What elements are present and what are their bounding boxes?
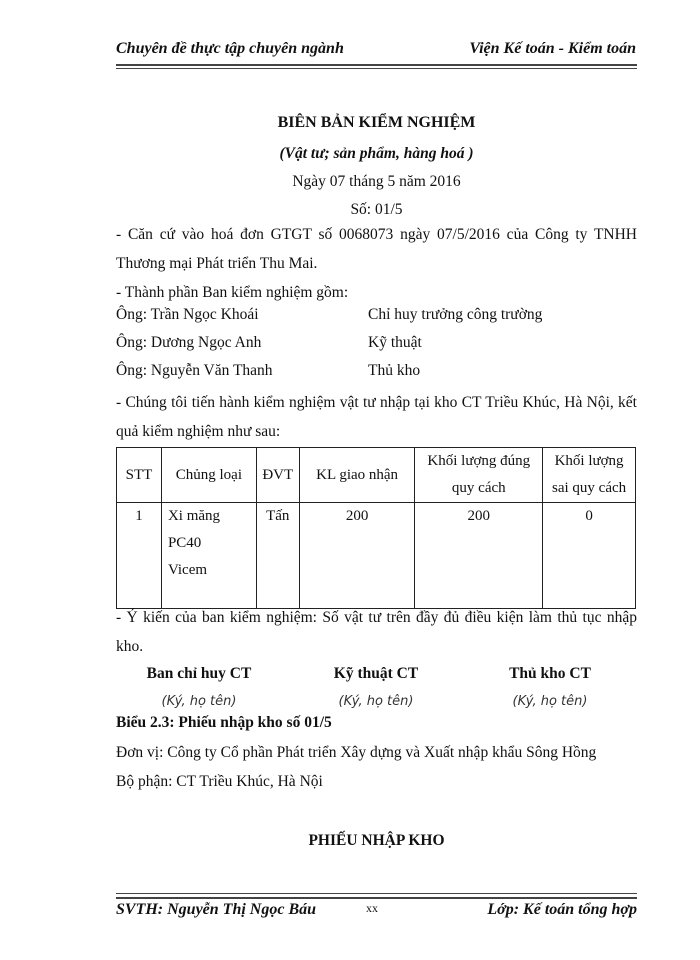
header-rule [116, 64, 637, 66]
header-right: Viện Kế toán - Kiểm toán [469, 40, 636, 57]
col-header-received: KL giao nhận [299, 448, 415, 503]
table-row [117, 503, 636, 609]
cell-received: 200 [299, 503, 415, 609]
header-left: Chuyên đề thực tập chuyên ngành [116, 40, 344, 57]
page-footer [116, 901, 637, 925]
signature-note: (Ký, họ tên) [161, 694, 237, 709]
member-row [116, 334, 637, 362]
footer-right: Lớp: Kế toán tổng hợp [487, 901, 637, 918]
col-header-stt: STT [117, 448, 162, 503]
signature-title: Thủ kho CT [509, 665, 591, 682]
basis-paragraph: - Căn cứ vào hoá đơn GTGT số 0068073 ngày 07/5/2016 của Công ty TNHH Thương mại Phát triển Thu Mai. [116, 226, 637, 272]
member-name: Ông: Nguyễn Văn Thanh [116, 362, 273, 379]
col-header-nonconforming: Khối lượng sai quy cách [543, 448, 636, 503]
cell-conforming: 200 [415, 503, 543, 609]
member-role: Chỉ huy trưởng công trường [368, 306, 543, 323]
col-header-unit: ĐVT [256, 448, 299, 503]
col-header-type: Chủng loại [161, 448, 256, 503]
form-caption: Biểu 2.3: Phiếu nhập kho số 01/5 [116, 714, 332, 731]
member-role: Kỹ thuật [368, 334, 422, 351]
footer-rule-thin [116, 893, 637, 894]
item-line: Vicem [167, 562, 208, 578]
member-role: Thủ kho [368, 362, 421, 379]
member-row [116, 306, 637, 334]
item-line: PC40 [167, 535, 202, 551]
header-rule-thin [116, 68, 637, 69]
signature-block [296, 662, 456, 714]
cell-unit: Tấn [256, 503, 299, 609]
cell-item [161, 503, 256, 609]
signature-title: Ban chỉ huy CT [146, 665, 252, 682]
col-header-conforming: Khối lượng đúng quy cách [415, 448, 543, 503]
department-line: Bộ phận: CT Triều Khúc, Hà Nội [116, 773, 323, 790]
committee-intro: - Thành phần Ban kiểm nghiệm gồm: [116, 284, 349, 301]
signature-block [119, 662, 279, 714]
page-number: xx [366, 901, 378, 915]
inspection-table [116, 447, 636, 609]
table-header-row [117, 448, 636, 503]
item-line: Xi măng [167, 508, 221, 524]
signature-block [470, 662, 630, 714]
member-row [116, 362, 637, 390]
member-name: Ông: Dương Ngọc Anh [116, 334, 262, 351]
doc-number: Số: 01/5 [350, 201, 403, 218]
doc-title: BIÊN BẢN KIỂM NGHIỆM [277, 114, 476, 131]
page-header [116, 40, 636, 64]
inspection-intro: - Chúng tôi tiến hành kiểm nghiệm vật tư nhập tại kho CT Triều Khúc, Hà Nội, kết quả kiểm nghiệm như sau: [116, 394, 637, 440]
doc-date: Ngày 07 tháng 5 năm 2016 [292, 173, 461, 190]
signature-note: (Ký, họ tên) [512, 694, 588, 709]
member-name: Ông: Trần Ngọc Khoái [116, 306, 259, 323]
footer-left: SVTH: Nguyễn Thị Ngọc Báu [116, 901, 317, 918]
committee-opinion: - Ý kiến của ban kiểm nghiệm: Số vật tư trên đầy đủ điều kiện làm thủ tục nhập kho. [116, 609, 637, 655]
signature-note: (Ký, họ tên) [338, 694, 414, 709]
footer-rule [116, 897, 637, 899]
signature-title: Kỹ thuật CT [333, 665, 419, 682]
unit-line: Đơn vị: Công ty Cổ phần Phát triển Xây dựng và Xuất nhập khẩu Sông Hồng [116, 744, 597, 761]
next-form-title: PHIẾU NHẬP KHO [308, 832, 445, 849]
doc-subtitle: (Vật tư; sản phẩm, hàng hoá ) [279, 145, 474, 162]
cell-stt: 1 [117, 503, 162, 609]
cell-nonconforming: 0 [543, 503, 636, 609]
